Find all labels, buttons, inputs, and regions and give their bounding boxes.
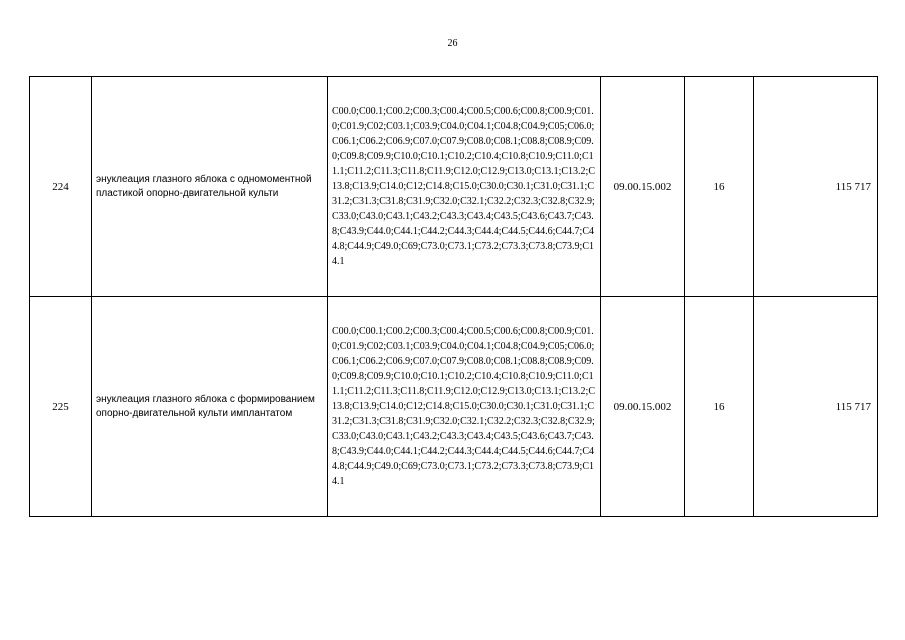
group-number: 16 bbox=[685, 77, 754, 297]
row-number: 225 bbox=[30, 297, 92, 517]
diagnosis-codes: C00.0;C00.1;C00.2;C00.3;C00.4;C00.5;C00.6;C00.8;C00.9;C01.0;C01.9;C02;C03.1;C03.9;C04.0;C04.1;C04.8;C04.9;C05;C06.0;C06.1;C06.2;C06.9;C07.0;C07.9;C08.0;C08.1;C08.8;C08.9;C09.0;C09.8;C09.9;C10.0;C10.1;C10.2;C10.4;C10.8;C10.9;C11.0;C11.1;C11.2;C11.3;C11.8;C11.9;C12.0;C12.9;C13.0;C13.1;C13.2;C13.8;C13.9;C14.0;C12;C14.8;C15.0;C30.0;C30.1;C31.0;C31.1;C31.2;C31.3;C31.8;C31.9;C32.0;C32.1;C32.2;C32.3;C32.8;C32.9;C33.0;C43.0;C43.1;C43.2;C43.3;C43.4;C43.5;C43.6;C43.7;C43.8;C43.9;C44.0;C44.1;C44.2;C44.3;C44.4;C44.5;C44.6;C44.7;C44.8;C44.9;C49.0;C69;C73.0;C73.1;C73.2;C73.3;C73.8;C73.9;C14.1 bbox=[328, 297, 601, 517]
page-number: 26 bbox=[447, 38, 458, 49]
procedure-name: энуклеация глазного яблока с одномоментной пластикой опорно-двигательной культи bbox=[92, 77, 328, 297]
table-row bbox=[30, 77, 878, 297]
price-value: 115 717 bbox=[754, 77, 878, 297]
price-value: 115 717 bbox=[754, 297, 878, 517]
row-number: 224 bbox=[30, 77, 92, 297]
service-code: 09.00.15.002 bbox=[601, 77, 685, 297]
group-number: 16 bbox=[685, 297, 754, 517]
service-code: 09.00.15.002 bbox=[601, 297, 685, 517]
procedure-name: энуклеация глазного яблока с формированием опорно-двигательной культи имплантатом bbox=[92, 297, 328, 517]
tariff-table bbox=[29, 76, 878, 517]
table-row bbox=[30, 297, 878, 517]
diagnosis-codes: C00.0;C00.1;C00.2;C00.3;C00.4;C00.5;C00.6;C00.8;C00.9;C01.0;C01.9;C02;C03.1;C03.9;C04.0;C04.1;C04.8;C04.9;C05;C06.0;C06.1;C06.2;C06.9;C07.0;C07.9;C08.0;C08.1;C08.8;C08.9;C09.0;C09.8;C09.9;C10.0;C10.1;C10.2;C10.4;C10.8;C10.9;C11.0;C11.1;C11.2;C11.3;C11.8;C11.9;C12.0;C12.9;C13.0;C13.1;C13.2;C13.8;C13.9;C14.0;C12;C14.8;C15.0;C30.0;C30.1;C31.0;C31.1;C31.2;C31.3;C31.8;C31.9;C32.0;C32.1;C32.2;C32.3;C32.8;C32.9;C33.0;C43.0;C43.1;C43.2;C43.3;C43.4;C43.5;C43.6;C43.7;C43.8;C43.9;C44.0;C44.1;C44.2;C44.3;C44.4;C44.5;C44.6;C44.7;C44.8;C44.9;C49.0;C69;C73.0;C73.1;C73.2;C73.3;C73.8;C73.9;C14.1 bbox=[328, 77, 601, 297]
